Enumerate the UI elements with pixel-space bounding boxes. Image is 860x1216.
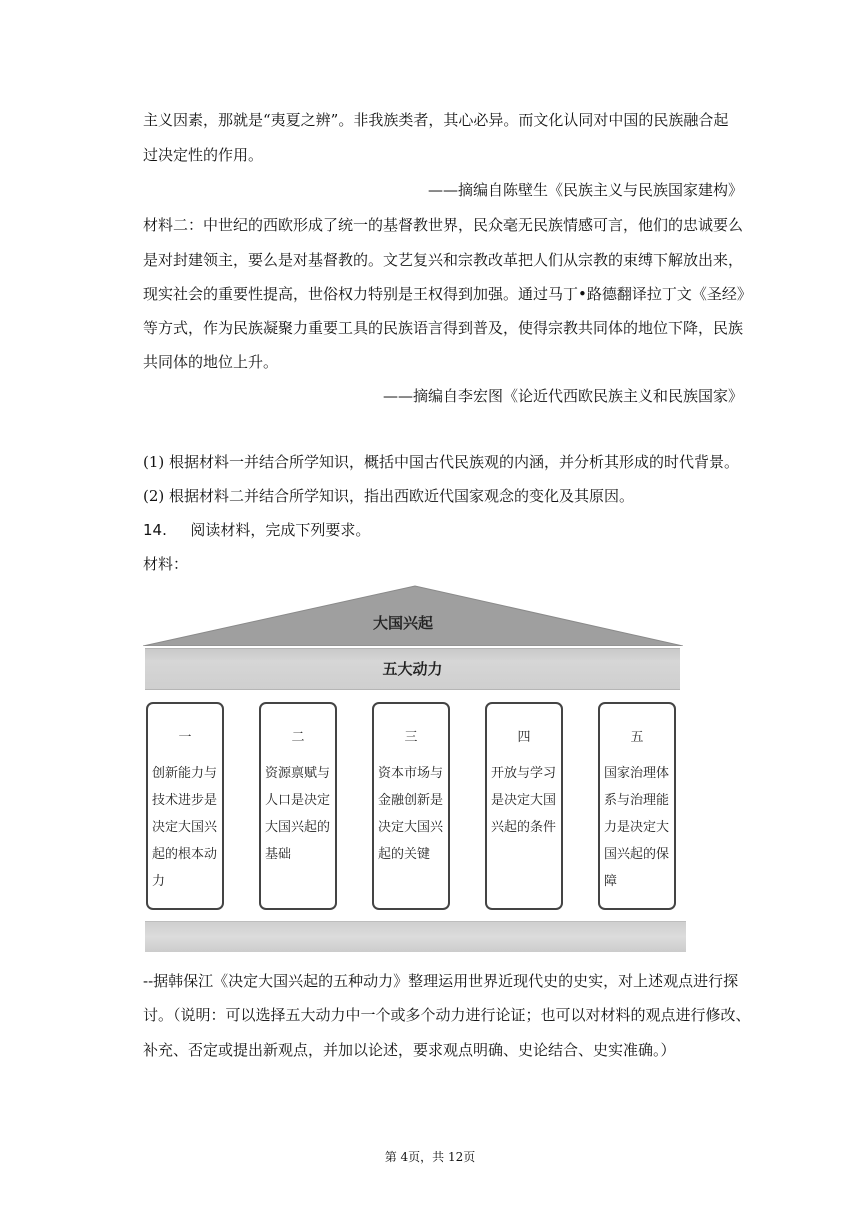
para1-source: ——摘编自陈壁生《民族主义与民族国家建构》 (427, 181, 743, 199)
material-label: 材料： (143, 555, 189, 573)
para1-line1: 主义因素，那就是“夷夏之辨”。非我族类者，其心必异。而文化认同对中国的民族融合起 (143, 111, 729, 129)
pillar-2 (259, 702, 337, 910)
pillar-text: 资本市场与金融创新是决定大国兴起的关键 (378, 766, 444, 862)
diagram-base (145, 921, 686, 952)
para2-line3: 现实社会的重要性提高，世俗权力特别是王权得到加强。通过马丁•路德翻译拉丁文《圣经》 (143, 285, 752, 303)
question-14 (143, 520, 370, 540)
para1-line2: 过决定性的作用。 (143, 146, 264, 164)
pillar-number: 一 (178, 730, 192, 745)
beam-title: 五大动力 (382, 660, 443, 678)
page-footer: 第 4页，共 12页 (384, 1150, 476, 1164)
roof-title: 大国兴起 (372, 614, 433, 632)
question-1: (1) 根据材料一并结合所学知识，概括中国古代民族观的内涵，并分析其形成的时代背景。 (143, 453, 740, 471)
instructions-line1: --据韩保江《决定大国兴起的五种动力》整理运用世界近现代史的史实，对上述观点进行探 (143, 972, 739, 990)
pillar-3 (372, 702, 450, 910)
pillar-number: 四 (517, 730, 531, 745)
para2-line5: 共同体的地位上升。 (143, 353, 279, 371)
para2-line1: 材料二：中世纪的西欧形成了统一的基督教世界，民众毫无民族情感可言，他们的忠诚要么 (143, 216, 744, 234)
five-forces-beam (145, 648, 680, 690)
instructions-line2: 讨。（说明：可以选择五大动力中一个或多个动力进行论证；也可以对材料的观点进行修改、 (143, 1006, 751, 1024)
question-prompt: 阅读材料，完成下列要求。 (190, 521, 371, 539)
pillar-4 (485, 702, 563, 910)
question-2: (2) 根据材料二并结合所学知识，指出西欧近代国家观念的变化及其原因。 (143, 487, 635, 505)
pillar-text: 资源禀赋与人口是决定大国兴起的基础 (265, 766, 331, 862)
question-number: 14. (143, 521, 167, 539)
pillar-text: 开放与学习是决定大国兴起的条件 (491, 766, 557, 835)
pillar-1 (146, 702, 224, 910)
para2-line2: 是对封建领主，要么是对基督教的。文艺复兴和宗教改革把人们从宗教的束缚下解放出来， (143, 251, 744, 269)
pillar-text: 创新能力与技术进步是决定大国兴起的根本动力 (152, 766, 218, 889)
pillar-number: 三 (404, 730, 418, 745)
pillar-5 (598, 702, 676, 910)
para2-source: ——摘编自李宏图《论近代西欧民族主义和民族国家》 (382, 387, 743, 405)
para2-line4: 等方式，作为民族凝聚力重要工具的民族语言得到普及，使得宗教共同体的地位下降，民族 (143, 319, 744, 337)
pillar-number: 二 (291, 730, 305, 745)
great-power-rise-diagram (143, 582, 688, 957)
pillar-text: 国家治理体系与治理能力是决定大国兴起的保障 (604, 766, 670, 889)
instructions-line3: 补充、否定或提出新观点，并加以论述，要求观点明确、史论结合、史实准确。） (143, 1041, 676, 1059)
pillar-number: 五 (630, 730, 644, 745)
